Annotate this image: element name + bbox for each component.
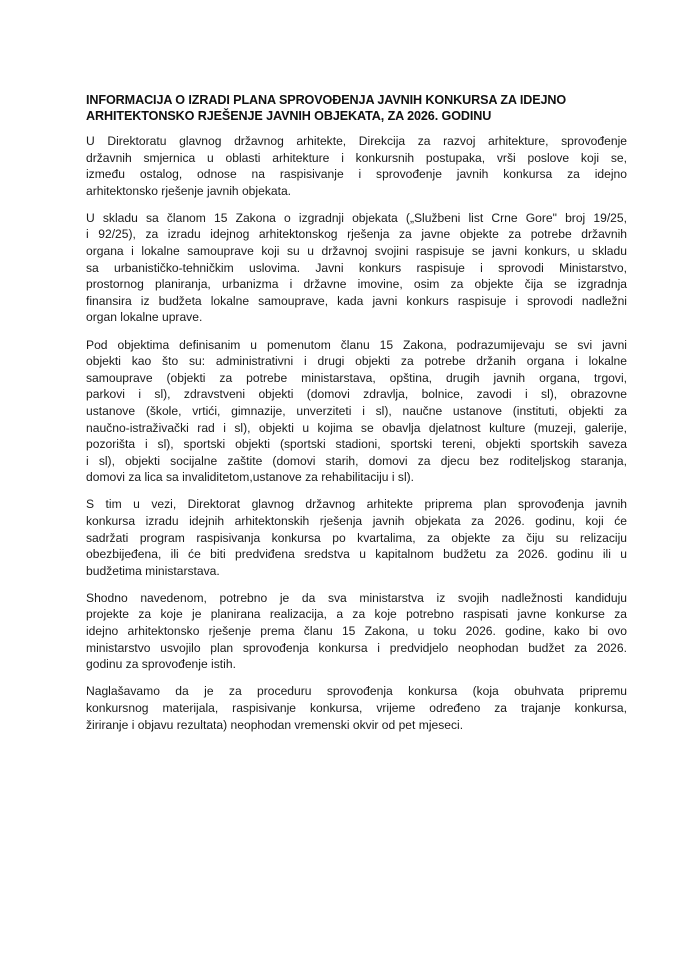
- paragraph-line: U Direktoratu glavnog državnog arhitekte, Direkcija za razvoj arhitekture, sprovođenje: [86, 134, 627, 148]
- paragraph-line: ministarstvo usvojilo plan sprovođenja konkursa i predvidjelo neophodan budžet za 2026.: [86, 640, 627, 655]
- paragraph-line: naučno-istraživački rad i sl), objekti u kojima se obavlja djelatnost kulture (muzeji, galerije,: [86, 420, 627, 435]
- paragraph-line: projekte za koje je planirana realizacija, a za koje potrebno raspisati javne konkurse za: [86, 607, 627, 622]
- paragraph-line: obezbijeđena, ili će biti predviđena sredstva u kapitalnom budžetu za 2026. godinu ili u: [86, 547, 627, 562]
- paragraph-line: godinu za sprovođenje istih.: [86, 657, 236, 672]
- paragraph-line: Pod objektima definisanim u pomenutom članu 15 Zakona, podrazumijevaju se svi javni: [86, 337, 627, 352]
- paragraph-line: S tim u vezi, Direktorat glavnog državnog arhitekte priprema plan sprovođenja javnih: [86, 497, 627, 512]
- paragraph-line: i sl), objekti socijalne zaštite (domovi starih, domovi za djecu bez roditeljskog staranja,: [86, 453, 627, 468]
- paragraph-line: sadržati program raspisivanja konkursa po kvartalima, za objekte za čiju su relizaciju: [86, 530, 627, 545]
- paragraph-line: prostornog planiranja, urbanizma i državne imovine, osim za objekte čija se izgradnja: [86, 277, 627, 292]
- paragraph-line: Naglašavamo da je za proceduru sprovođenja konkursa (koja obuhvata pripremu: [86, 684, 627, 699]
- paragraph: [86, 133, 627, 199]
- document-title: [86, 92, 627, 124]
- paragraph-line: arhitektonsko rješenje javnih objekata.: [86, 183, 292, 198]
- paragraph-line: organ lokalne uprave.: [86, 310, 203, 325]
- paragraph-line: idejno arhitektonsko rješenje prema članu 15 Zakona, u toku 2026. godine, kako bi ovo: [86, 624, 627, 639]
- paragraph-line: budžetima ministarstava.: [86, 563, 220, 578]
- paragraph-line: samouprave (objekti za potrebe ministarstava, opština, drugih javnih organa, trgovi,: [86, 370, 627, 385]
- paragraph-line: i 92/25), za izradu idejnog arhitektonskog rješenja za javne objekte za potrebe državnih: [86, 227, 627, 242]
- paragraph: [86, 496, 627, 579]
- paragraph: [86, 210, 627, 326]
- paragraph-line: konkursnog materijala, raspisivanje konkursa, vrijeme određeno za trajanje konkursa,: [86, 700, 627, 715]
- paragraph-line: parkovi i sl), zdravstveni objekti (domovi zdravlja, bolnice, zavodi i sl), obrazovne: [86, 387, 627, 402]
- paragraph-line: objekti kao što su: administrativni i drugi objekti za potrebe držanih organa i lokalne: [86, 354, 627, 369]
- paragraph-line: finansira iz budžeta lokalne samouprave, kada javni konkurs raspisuje i sprovodi nadležni: [86, 293, 627, 308]
- paragraph-line: konkursa izradu idejnih arhitektonskih rješenja javnih objekata za 2026. godinu, koji će: [86, 513, 627, 528]
- paragraph: [86, 590, 627, 673]
- paragraph-line: ustanove (škole, vrtići, gimnazije, unverziteti i sl), naučne ustanove (instituti, objekti za: [86, 403, 627, 418]
- title-line: ARHITEKTONSKO RJEŠENJE JAVNIH OBJEKATA, ZA 2026. GODINU: [86, 109, 492, 123]
- paragraph-line: državnih smjernica u oblasti arhitekture i konkursnih postupaka, vrši poslove koji se,: [86, 150, 627, 165]
- paragraph-line: Shodno navedenom, potrebno je da sva ministarstva iz svojih nadležnosti kandiduju: [86, 590, 627, 605]
- paragraph-line: pozorišta i sl), sportski objekti (sportski stadioni, sportski tereni, objekti sportskih saveza: [86, 437, 627, 452]
- paragraph: [86, 337, 627, 486]
- document-body: [86, 133, 627, 733]
- paragraph-line: između ostalog, odnose na raspisivanje i sprovođenje javnih konkursa za idejno: [86, 167, 627, 182]
- paragraph-line: U skladu sa članom 15 Zakona o izgradnji objekata („Službeni list Crne Gore" broj 19/25,: [86, 210, 627, 225]
- paragraph-line: žiriranje i objavu rezultata) neophodan vremenski okvir od pet mjeseci.: [86, 717, 464, 732]
- paragraph: [86, 683, 627, 733]
- title-line: INFORMACIJA O IZRADI PLANA SPROVOĐENJA JAVNIH KONKURSA ZA IDEJNO: [86, 93, 567, 107]
- document-page: [86, 92, 627, 744]
- paragraph-line: domovi za lica sa invaliditetom,ustanove za rehabilitaciju i sl).: [86, 470, 415, 485]
- paragraph-line: organa i lokalne samouprave koji su u državnoj svojini raspisuje se javni konkurs, u skladu: [86, 244, 627, 259]
- paragraph-line: sa urbanističko-tehničkim uslovima. Javni konkurs raspisuje i sprovodi Ministarstvo,: [86, 260, 627, 275]
